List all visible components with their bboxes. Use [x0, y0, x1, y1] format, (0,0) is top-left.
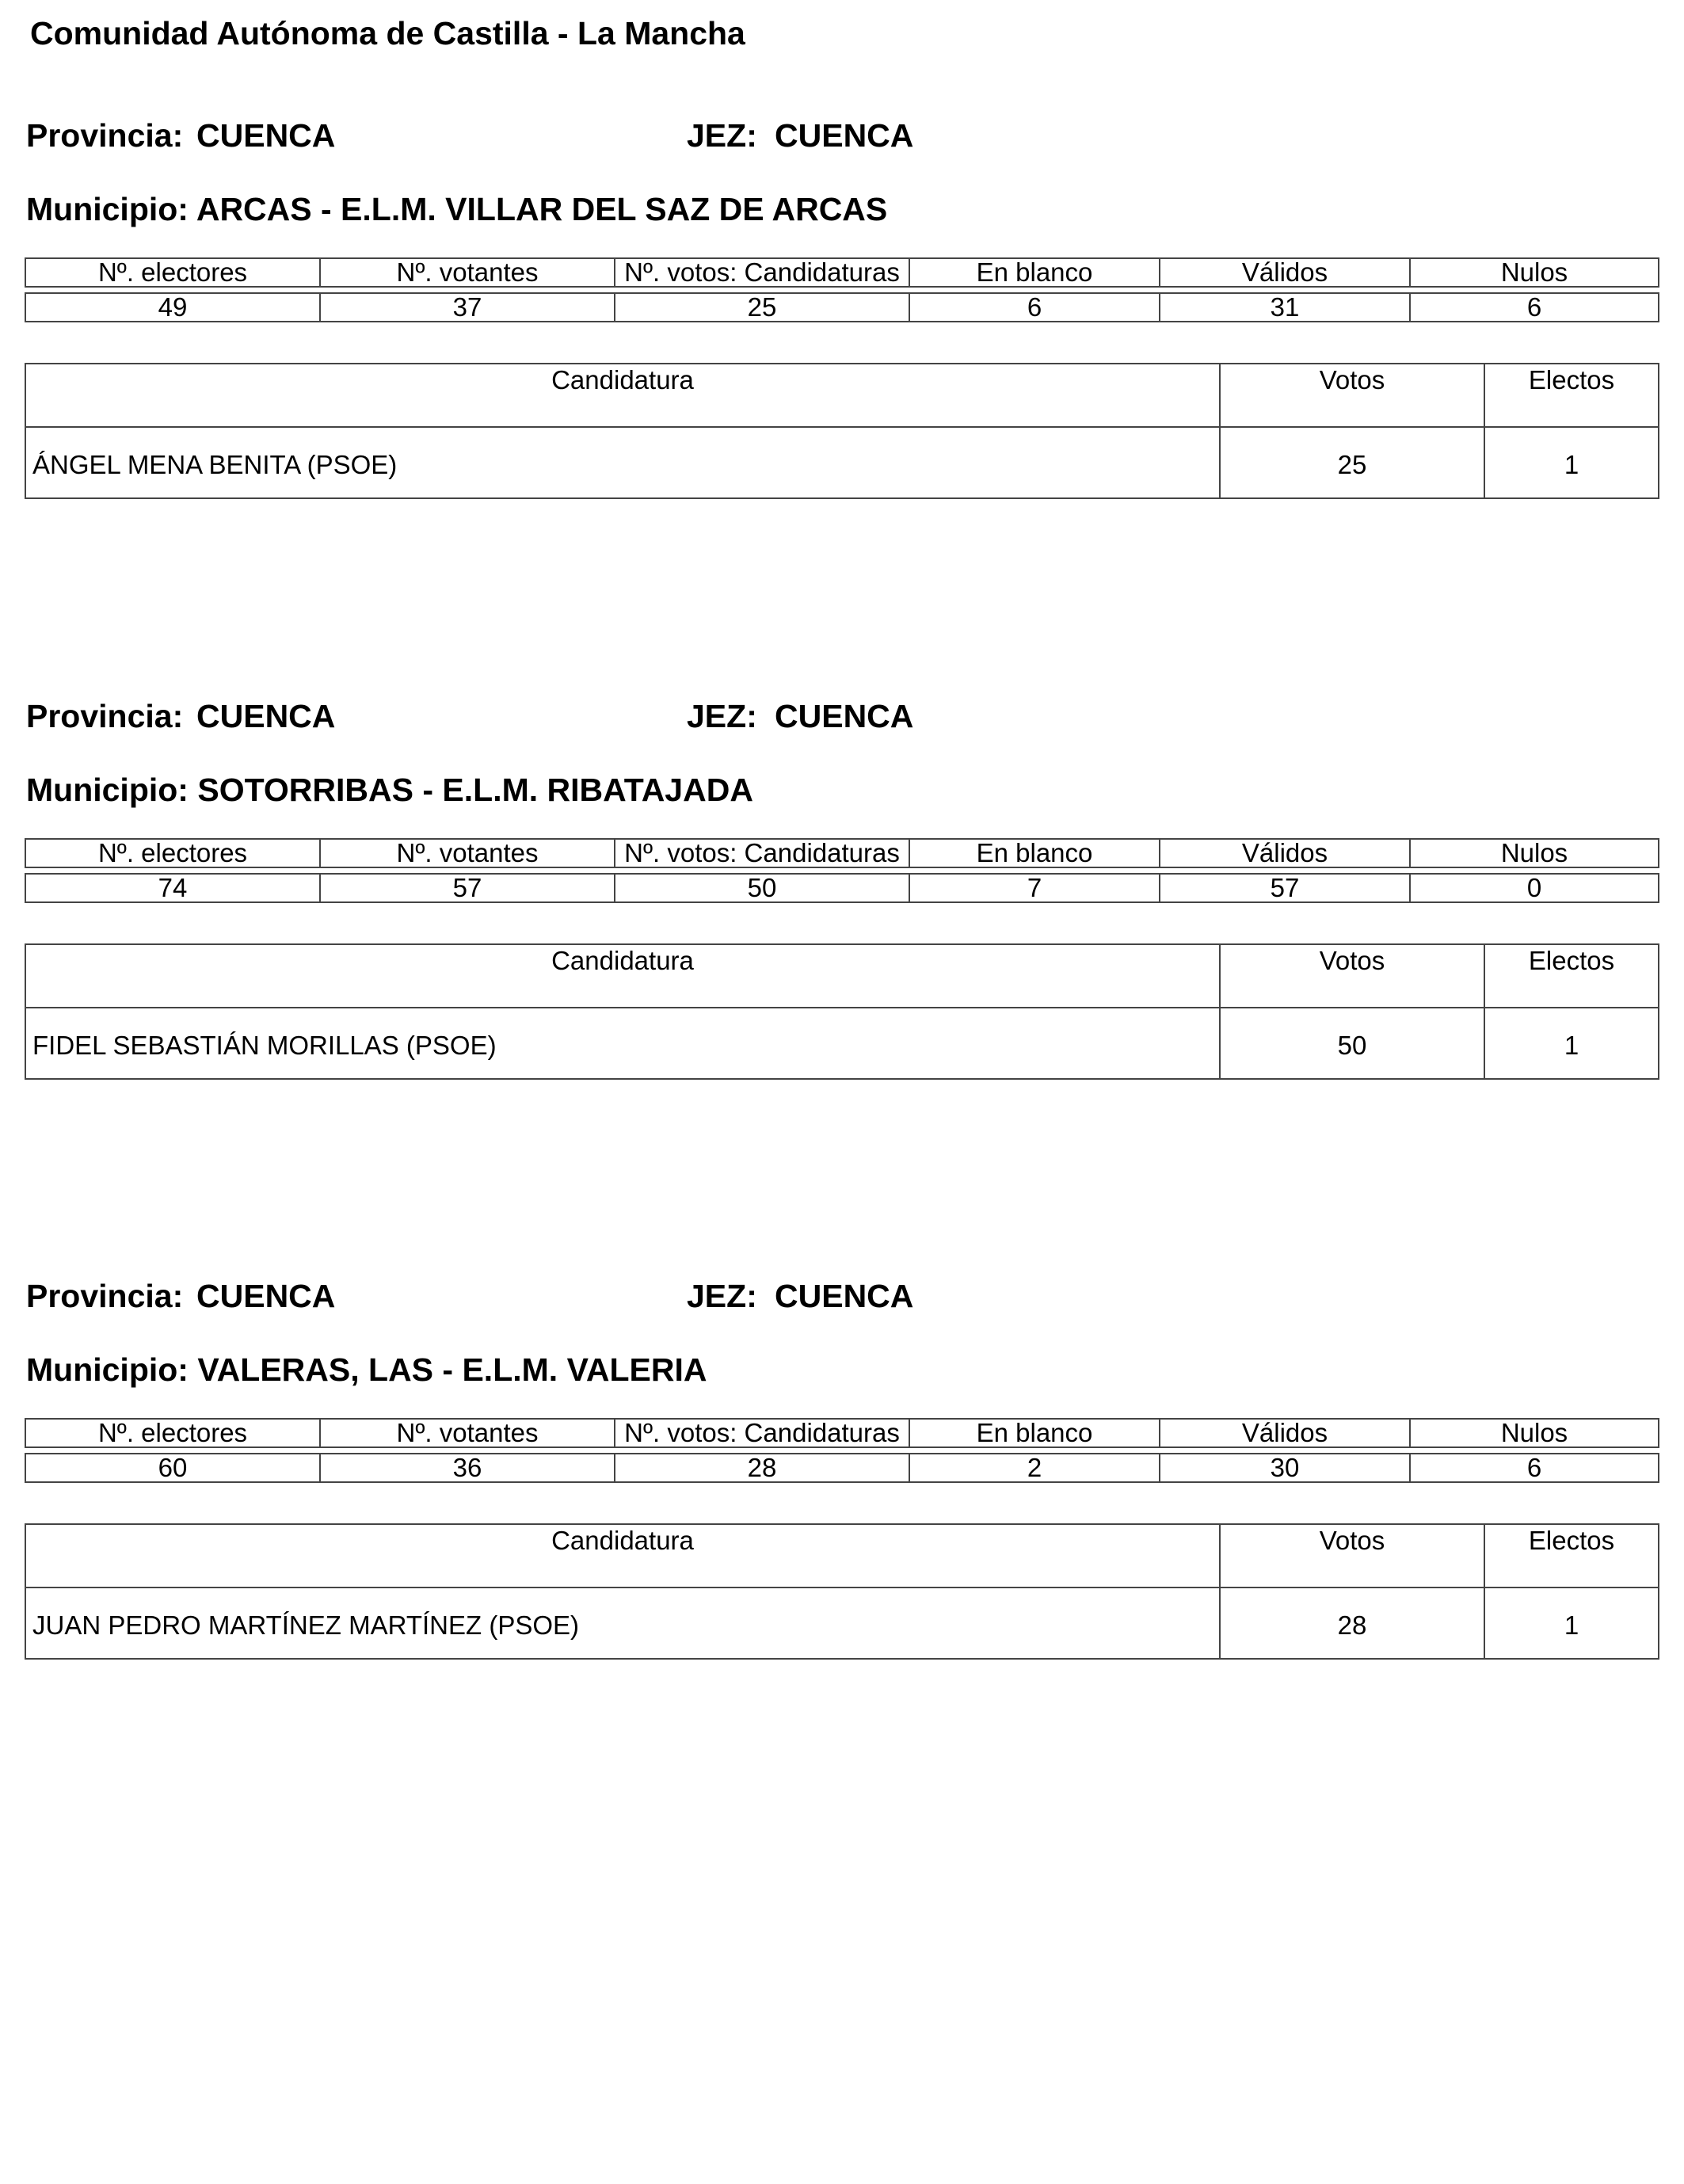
- candidate-row: [25, 1008, 1659, 1079]
- stats-value: 2: [909, 1454, 1160, 1482]
- candidate-name: FIDEL SEBASTIÁN MORILLAS (PSOE): [25, 1008, 1220, 1079]
- provincia-value: CUENCA: [196, 698, 336, 734]
- document-title: Comunidad Autónoma de Castilla - La Mancha: [30, 15, 745, 51]
- stats-header: Nulos: [1410, 1419, 1659, 1447]
- municipio-heading: [26, 768, 753, 812]
- jez-label: JEZ:: [687, 1278, 757, 1314]
- municipio-heading: [26, 1347, 707, 1392]
- stats-table: [25, 1418, 1659, 1483]
- stats-table: [25, 838, 1659, 903]
- candidatura-header: Candidatura: [25, 944, 1220, 1008]
- stats-value: 25: [615, 293, 909, 322]
- stats-header: Nulos: [1410, 839, 1659, 867]
- stats-value: 0: [1410, 874, 1659, 902]
- provincia-label: Provincia:: [26, 698, 184, 734]
- stats-header-row: [25, 1419, 1659, 1447]
- stats-header: Nº. votos: Candidaturas: [615, 258, 909, 287]
- jez-value: CUENCA: [775, 698, 914, 734]
- stats-header-row: [25, 258, 1659, 287]
- municipio-label: Municipio:: [26, 772, 189, 808]
- candidates-table: [25, 943, 1659, 1080]
- stats-header: Nº. electores: [25, 1419, 320, 1447]
- stats-header: En blanco: [909, 1419, 1160, 1447]
- candidate-electos: 1: [1484, 427, 1659, 498]
- stats-header: Válidos: [1160, 258, 1410, 287]
- stats-header: En blanco: [909, 258, 1160, 287]
- stats-table: [25, 257, 1659, 322]
- provincia-value: CUENCA: [196, 117, 336, 154]
- jez-label: JEZ:: [687, 117, 757, 154]
- stats-header: Nº. votantes: [320, 1419, 615, 1447]
- stats-value: 6: [1410, 1454, 1659, 1482]
- candidatura-header: Candidatura: [25, 364, 1220, 427]
- stats-header: En blanco: [909, 839, 1160, 867]
- stats-value: 6: [909, 293, 1160, 322]
- stats-value: 30: [1160, 1454, 1410, 1482]
- stats-value: 74: [25, 874, 320, 902]
- stats-value: 6: [1410, 293, 1659, 322]
- municipio-label: Municipio:: [26, 191, 189, 227]
- stats-value-row: [25, 293, 1659, 322]
- municipio-label: Municipio:: [26, 1351, 189, 1388]
- stats-header: Nº. electores: [25, 839, 320, 867]
- votos-header: Votos: [1220, 364, 1484, 427]
- stats-header-row: [25, 839, 1659, 867]
- candidates-table: [25, 1523, 1659, 1660]
- stats-value: 28: [615, 1454, 909, 1482]
- candidates-header-row: [25, 364, 1659, 427]
- stats-value-row: [25, 874, 1659, 902]
- stats-value: 7: [909, 874, 1160, 902]
- stats-header: Nº. votos: Candidaturas: [615, 839, 909, 867]
- candidate-name: ÁNGEL MENA BENITA (PSOE): [25, 427, 1220, 498]
- municipio-value: ARCAS - E.L.M. VILLAR DEL SAZ DE ARCAS: [196, 191, 888, 227]
- candidate-electos: 1: [1484, 1587, 1659, 1659]
- stats-value: 57: [1160, 874, 1410, 902]
- stats-value: 60: [25, 1454, 320, 1482]
- candidate-row: [25, 1587, 1659, 1659]
- municipio-value: VALERAS, LAS - E.L.M. VALERIA: [197, 1351, 707, 1388]
- stats-value-row: [25, 1454, 1659, 1482]
- electos-header: Electos: [1484, 364, 1659, 427]
- jez-label: JEZ:: [687, 698, 757, 734]
- candidate-electos: 1: [1484, 1008, 1659, 1079]
- provincia-value: CUENCA: [196, 1278, 336, 1314]
- stats-header: Nº. votantes: [320, 258, 615, 287]
- provincia-label: Provincia:: [26, 117, 184, 154]
- candidates-header-row: [25, 1524, 1659, 1587]
- candidate-votos: 25: [1220, 427, 1484, 498]
- jez-value: CUENCA: [775, 117, 914, 154]
- stats-header: Válidos: [1160, 839, 1410, 867]
- votos-header: Votos: [1220, 944, 1484, 1008]
- candidate-votos: 28: [1220, 1587, 1484, 1659]
- candidate-row: [25, 427, 1659, 498]
- electos-header: Electos: [1484, 944, 1659, 1008]
- stats-header: Nulos: [1410, 258, 1659, 287]
- stats-header: Válidos: [1160, 1419, 1410, 1447]
- candidatura-header: Candidatura: [25, 1524, 1220, 1587]
- candidate-votos: 50: [1220, 1008, 1484, 1079]
- municipio-value: SOTORRIBAS - E.L.M. RIBATAJADA: [197, 772, 753, 808]
- stats-value: 50: [615, 874, 909, 902]
- stats-value: 57: [320, 874, 615, 902]
- stats-header: Nº. votos: Candidaturas: [615, 1419, 909, 1447]
- stats-header: Nº. votantes: [320, 839, 615, 867]
- stats-value: 36: [320, 1454, 615, 1482]
- jez-value: CUENCA: [775, 1278, 914, 1314]
- candidates-table: [25, 363, 1659, 499]
- stats-value: 31: [1160, 293, 1410, 322]
- stats-header: Nº. electores: [25, 258, 320, 287]
- candidates-header-row: [25, 944, 1659, 1008]
- electos-header: Electos: [1484, 1524, 1659, 1587]
- votos-header: Votos: [1220, 1524, 1484, 1587]
- candidate-name: JUAN PEDRO MARTÍNEZ MARTÍNEZ (PSOE): [25, 1587, 1220, 1659]
- stats-value: 37: [320, 293, 615, 322]
- municipio-heading: [26, 187, 887, 231]
- provincia-label: Provincia:: [26, 1278, 184, 1314]
- stats-value: 49: [25, 293, 320, 322]
